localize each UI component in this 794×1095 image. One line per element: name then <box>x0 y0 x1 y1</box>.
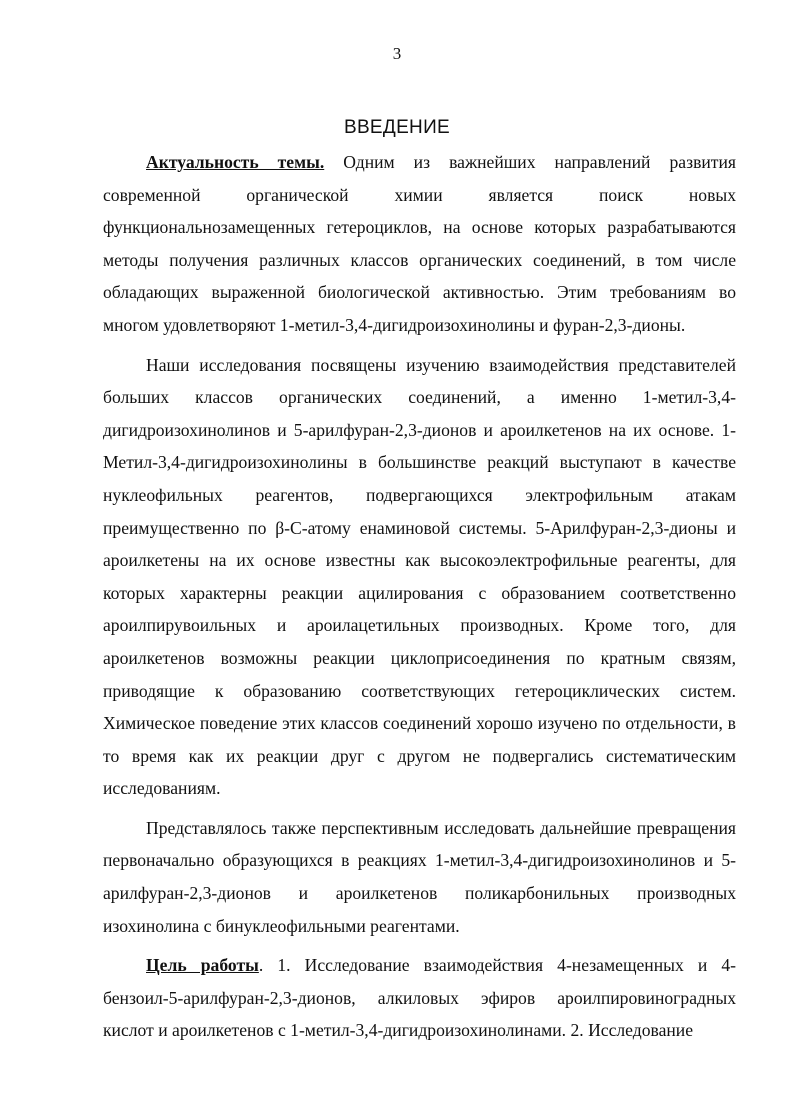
section-heading: ВВЕДЕНИЕ <box>343 117 450 138</box>
paragraph-prospects <box>103 812 736 942</box>
paragraph-text: Одним из важнейших направлений развития современной органической химии является поиск новых функциональнозамещенных гетероциклов, на основе которых разрабатываются методы получения различных классов органических соединений, в том числе обладающих выраженной биологической активностью. Этим требованиям во многом удовлетворяют 1-метил-3,4-дигидроизохинолины и фуран-2,3-дионы. <box>103 152 736 335</box>
paragraph-text: Представлялось также перспективным исследовать дальнейшие превращения первоначально образующихся в реакциях 1-метил-3,4-дигидроизохинолинов и 5-арилфуран-2,3-дионов и ароилкетенов поликарбонильных производных изохинолина с бинуклеофильными реагентами. <box>103 817 736 936</box>
paragraph-goal <box>103 949 736 1047</box>
paragraph-research-scope <box>103 349 736 805</box>
paragraph-text: . 1. Исследование взаимодействия 4-незамещенных и 4-бензоил-5-арилфуран-2,3-дионов, алкиловых эфиров ароилпировиноградных кислот и ароилкетенов с 1-метил-3,4-дигидроизохинолинами. 2. Исследование <box>103 955 736 1041</box>
page-number: 3 <box>392 44 402 63</box>
paragraph-lead-goal: Цель работы <box>146 955 259 976</box>
document-body <box>103 146 736 1047</box>
paragraph-lead-relevance: Актуальность темы. <box>146 152 325 172</box>
paragraph-relevance <box>103 146 736 342</box>
paragraph-text: Наши исследования посвящены изучению взаимодействия представителей больших классов органических соединений, а именно 1-метил-3,4-дигидроизохинолинов и 5-арилфуран-2,3-дионов и ароилкетенов на их основе. 1-Метил-3,4-дигидроизохинолины в большинстве реакций выступают в качестве нуклеофильных реагентов, подвергающихся электрофильным атакам преимущественно по β-С-атому енаминовой системы. 5-Арилфуран-2,3-дионы и ароилкетены на их основе известны как высокоэлектрофильные реагенты, для которых характерны реакции ацилирования с образованием соответственно ароилпирувоильных и ароилацетильных производных. Кроме того, для ароилкетенов возможны реакции циклоприсоединения по кратным связям, приводящие к образованию соответствующих гетероциклических систем. Химическое поведение этих классов соединений хорошо изучено по отдельности, в то время как их реакции друг с другом не подвергались систематическим исследованиям. <box>103 354 736 799</box>
